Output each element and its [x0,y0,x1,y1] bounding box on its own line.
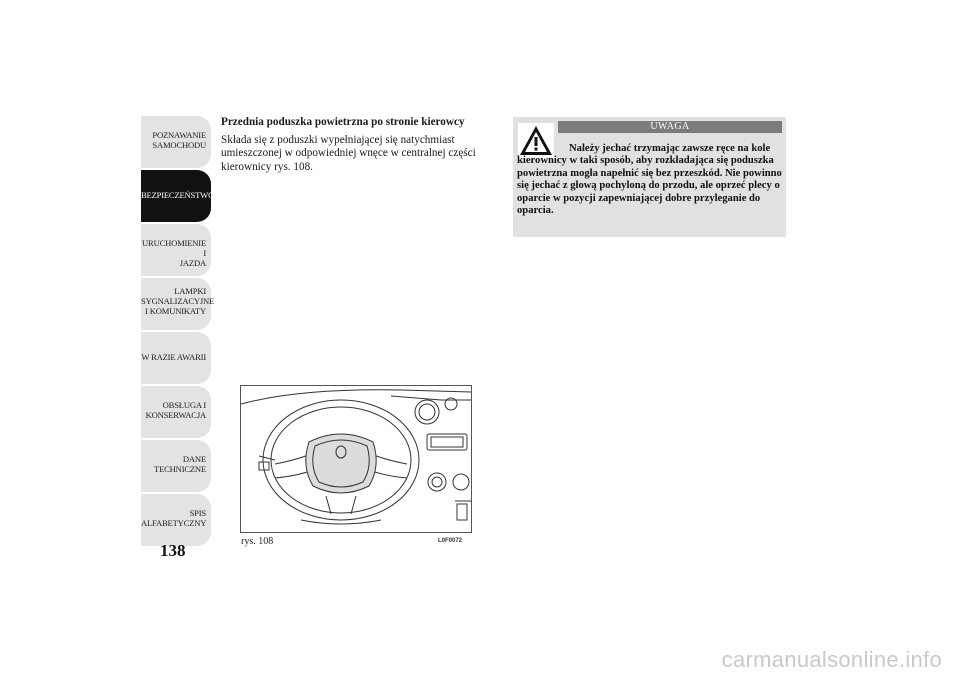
section-body: Składa się z poduszki wypełniającej się natychmiast umieszczonej w odpowiedniej wnęce w centralnej części kierownicy rys. 108. [221,134,476,173]
tab-dane-techniczne[interactable]: DANE TECHNICZNE [141,440,211,492]
figure-code: L0F0072 [438,538,463,544]
warning-title: UWAGA [558,121,782,133]
watermark: carmanualsonline.info [721,647,942,672]
section-heading: Przednia poduszka powietrzna po stronie kierowcy [221,116,465,128]
steering-wheel-illustration [240,385,472,533]
warning-text: Należy jechać trzymając zawsze ręce na kole kierownicy w taki sposób, aby rozkładająca się poduszka powietrzna mogła napełnić się bez przeszkód. Nie powinno się jechać z głową pochyloną do przodu, ale oprzeć plecy o oparcie w pozycji zapewniającej dobre przyleganie do oparcia. [517,143,782,217]
tab-lampki-sygnalizacyjne[interactable]: LAMPKI SYGNALIZACYJNE I KOMUNIKATY [141,278,211,330]
page-number: 138 [160,541,186,560]
tab-uruchomienie-i-jazda[interactable]: URUCHOMIENIE I JAZDA [141,224,211,276]
tab-obsluga-i-konserwacja[interactable]: OBSŁUGA I KONSERWACJA [141,386,211,438]
tab-w-razie-awarii[interactable]: W RAZIE AWARII [141,332,211,384]
tab-spis-alfabetyczny[interactable]: SPIS ALFABETYCZNY [141,494,211,546]
warning-box [513,117,786,237]
tab-poznawanie-samochodu[interactable]: POZNAWANIE SAMOCHODU [141,116,211,168]
steering-wheel-drawing [241,386,472,533]
figure-caption: rys. 108 [241,536,274,547]
tab-bezpieczenstwo[interactable]: BEZPIECZEŃSTWO [141,170,211,222]
